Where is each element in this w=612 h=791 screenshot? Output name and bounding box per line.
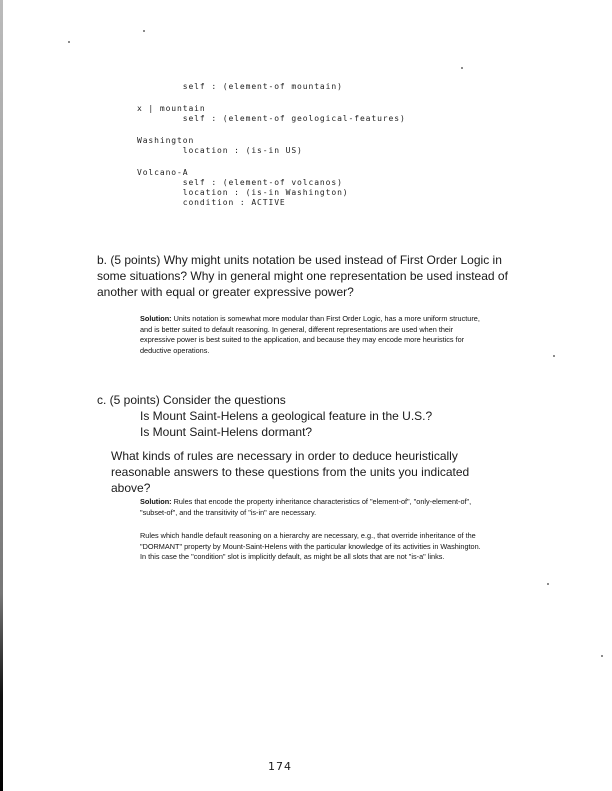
question-c-sub1: Is Mount Saint-Helens a geological feature in the U.S.? [140, 409, 433, 423]
scan-speck [461, 67, 463, 69]
scan-speck [547, 583, 549, 585]
scan-speck [68, 41, 70, 43]
question-c-followup: What kinds of rules are necessary in order to deduce heuristically reasonable answers to these questions from the units you indicated above? [111, 449, 470, 495]
solution-b-text: Units notation is somewhat more modular than First Order Logic, has a more uniform structure, and is better suited to default reasoning. In general, different representations are used when their expressive power is best suited to the application, and because they may encode more heuristics for deductive operations. [140, 314, 480, 355]
question-c-solution-2: Rules which handle default reasoning on a hierarchy are necessary, e.g., that override inheritance of the "DORMANT" property by Mount-Saint-Helens with the particular knowledge of its activities in Washington. In this case the "condition" slot is implicitly default, as might be all slots that are not "is-a" links. [140, 531, 481, 561]
question-b-solution [140, 314, 485, 356]
solution-c-label: Solution: [140, 497, 172, 506]
units-block-x-mountain: x | mountain self : (element-of geological-features) [137, 104, 406, 123]
question-c-text: c. (5 points) Consider the questions [97, 393, 286, 407]
question-c-sub2: Is Mount Saint-Helens dormant? [140, 425, 313, 439]
scan-speck [143, 30, 145, 32]
page-number: 174 [268, 760, 292, 773]
solution-b-label: Solution: [140, 314, 172, 323]
units-block-volcano-a: Volcano-A self : (element-of volcanos) location : (is-in Washington) condition : ACTIVE [137, 168, 349, 207]
question-b-text: b. (5 points) Why might units notation be used instead of First Order Logic in some situations? Why in general might one representation be used instead of another with equal or greater expressive power? [97, 253, 508, 299]
question-c-solution-1 [140, 497, 485, 518]
scan-speck [553, 355, 555, 357]
units-block-mountain: self : (element-of mountain) [137, 82, 343, 91]
scan-edge [0, 0, 3, 791]
scan-speck [601, 655, 603, 657]
units-block-washington: Washington location : (is-in US) [137, 136, 303, 155]
solution-c-text-1: Rules that encode the property inheritance characteristics of "element-of", "only-element-of", "subset-of", and the transitivity of "is-in" are necessary. [140, 497, 472, 517]
